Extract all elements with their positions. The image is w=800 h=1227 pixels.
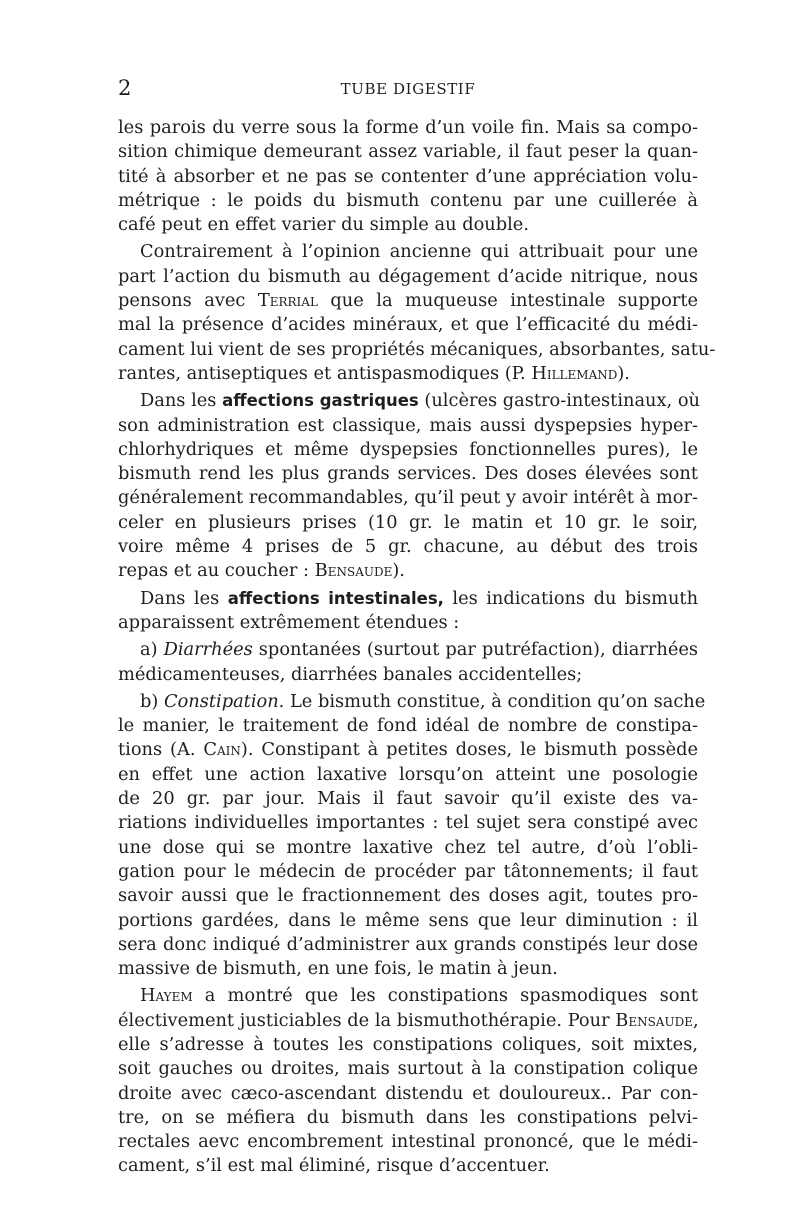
text-run: apparaissent extrêmement étendues : [118,611,460,633]
text-run: rantes, antiseptiques et antispasmodiques (P. [118,362,532,384]
text-line [118,389,701,413]
text-line [118,587,698,611]
text-run: ). [617,362,630,384]
text-line [118,486,698,510]
text-run: a) [140,639,164,661]
text-line [118,738,698,762]
text-run: les indications du bismuth [443,587,699,609]
text-run: électivement justiciables de la bismuthothérapie. Pour [118,1009,616,1031]
text-line [118,240,698,264]
text-run: (ulcères gastro-intestinaux, où [418,390,701,412]
paragraph [118,587,698,636]
text-line [118,663,698,687]
text-run: a montré que les constipations spasmodiques sont [192,985,698,1007]
text-line [118,438,698,462]
text-run: Contrairement à l’opinion ancienne qui attribuait pour une [140,241,698,263]
paragraph [118,984,698,1178]
bold-term: affections intestinales, [227,588,444,608]
text-run: mal la présence d’acides minéraux, et que l’efficacité du médi- [118,314,698,336]
text-line [118,1130,698,1154]
text-line [118,511,698,535]
text-run: droite avec cæco-ascendant distendu et douloureux.. Par con- [118,1082,698,1104]
running-title: TUBE DIGESTIF [340,80,476,98]
text-line [118,884,698,908]
text-run: cament lui vient de ses propriétés mécaniques, absorbantes, satu- [118,338,716,360]
text-run: sera donc indiqué d’administrer aux grands constipés leur dose [118,933,698,955]
text-line [118,189,698,213]
text-line [118,213,698,237]
text-run: de 20 gr. par jour. Mais il faut savoir qu’il existe des va- [118,788,698,810]
text-line [118,763,698,787]
text-run: métrique : le poids du bismuth contenu par une cuillerée à [118,189,698,211]
bold-term: affections gastriques [222,391,419,411]
text-line [118,1154,698,1178]
text-line [118,638,698,662]
paragraph [118,116,698,237]
text-run: chlorhydriques et même dyspepsies fonctionnelles pures), le [118,438,698,460]
author-name: Terrial [257,290,318,312]
text-line [118,362,698,386]
text-run: que la muqueuse intestinale supporte [317,290,698,312]
text-line [118,984,698,1008]
text-line [118,690,706,714]
author-name: Cain [203,739,241,761]
text-run: Dans les [140,390,223,412]
text-run: celer en plusieurs prises (10 gr. le matin et 10 gr. le soir, [118,511,698,533]
text-line [118,957,698,981]
body-text [118,116,716,1179]
text-run: en effet une action laxative lorsqu’on atteint une posologie [118,763,698,785]
text-line [118,1009,698,1033]
text-line [118,909,698,933]
paragraph [118,690,706,982]
author-name: Bensaude [615,1009,693,1031]
author-name: Hillemand [531,362,618,384]
text-run: tre, on se méfiera du bismuth dans les constipations pelvi- [118,1106,698,1128]
text-line [118,714,698,738]
text-run: savoir aussi que le fractionnement des doses agit, toutes pro- [118,885,698,907]
text-run: rectales aevc encombrement intestinal prononcé, que le médi- [118,1131,698,1153]
text-run: les parois du verre sous la forme d’un voile fin. Mais sa compo- [118,117,698,138]
text-run: ). [392,560,405,582]
paragraph [118,389,701,583]
text-line [118,860,698,884]
text-run: spontanées (surtout par putréfaction), diarrhées [252,639,698,661]
text-run: part l’action du bismuth au dégagement d’acide nitrique, nous [118,265,698,287]
text-line [118,787,698,811]
text-run: café peut en effet varier du simple au double. [118,214,529,236]
text-run: massive de bismuth, en une fois, le matin à jeun. [118,958,558,980]
text-line [118,1033,698,1057]
italic-term: Constipation. [163,690,285,712]
text-line [118,289,698,313]
text-run: voire même 4 prises de 5 gr. chacune, au début des trois [118,536,698,558]
text-run: tité à absorber et ne pas se contenter d’une appréciation volu- [118,165,698,187]
text-line [118,338,716,362]
text-run: Le bismuth constitue, à condition qu’on sache [284,690,706,712]
text-run: b) [140,690,164,712]
text-run: portions gardées, dans le même sens que leur diminution : il [118,909,698,931]
text-run: repas et au coucher : [118,560,315,582]
text-line [118,611,698,635]
text-run: pensons avec [118,290,258,312]
text-line [118,535,698,559]
page-header [118,76,698,102]
author-name: Bensaude [314,560,393,582]
text-line [118,811,698,835]
text-run: une dose qui se montre laxative chez tel autre, d’où l’obli- [118,836,698,858]
text-run: gation pour le médecin de procéder par tâtonnements; il faut [118,860,698,882]
text-run: son administration est classique, mais aussi dyspepsies hyper- [118,414,698,436]
text-line [118,140,698,164]
text-run: ). Constipant à petites doses, le bismuth possède [240,739,698,761]
text-line [118,414,698,438]
text-run: sition chimique demeurant assez variable, il faut peser la quan- [118,141,698,163]
text-run: Dans les [140,587,228,609]
text-line [118,836,698,860]
text-run: le manier, le traitement de fond idéal de nombre de constipa- [118,715,698,737]
text-run: bismuth rend les plus grands services. Des doses élevées sont [118,463,698,485]
text-line [118,1057,698,1081]
text-line [118,559,698,583]
text-line [118,933,698,957]
text-run: cament, s’il est mal éliminé, risque d’accentuer. [118,1155,550,1177]
paragraph [118,240,716,386]
text-run: , [692,1009,699,1031]
italic-term: Diarrhées [163,639,253,661]
text-line [118,165,698,189]
paragraph [118,638,698,687]
text-run: tions (A. [118,739,204,761]
author-name: Hayem [140,985,193,1007]
text-line [118,116,698,140]
text-run: riations individuelles importantes : tel sujet sera constipé avec [118,812,698,834]
page-number: 2 [118,76,132,100]
text-run: généralement recommandables, qu’il peut y avoir intérêt à mor- [118,487,698,509]
text-line [118,265,698,289]
text-run: soit gauches ou droites, mais surtout à la constipation colique [118,1058,698,1080]
text-line [118,462,698,486]
text-run: médicamenteuses, diarrhées banales accidentelles; [118,663,583,685]
text-line [118,313,698,337]
text-run: elle s’adresse à toutes les constipations coliques, soit mixtes, [118,1033,698,1055]
text-line [118,1082,698,1106]
text-line [118,1106,698,1130]
